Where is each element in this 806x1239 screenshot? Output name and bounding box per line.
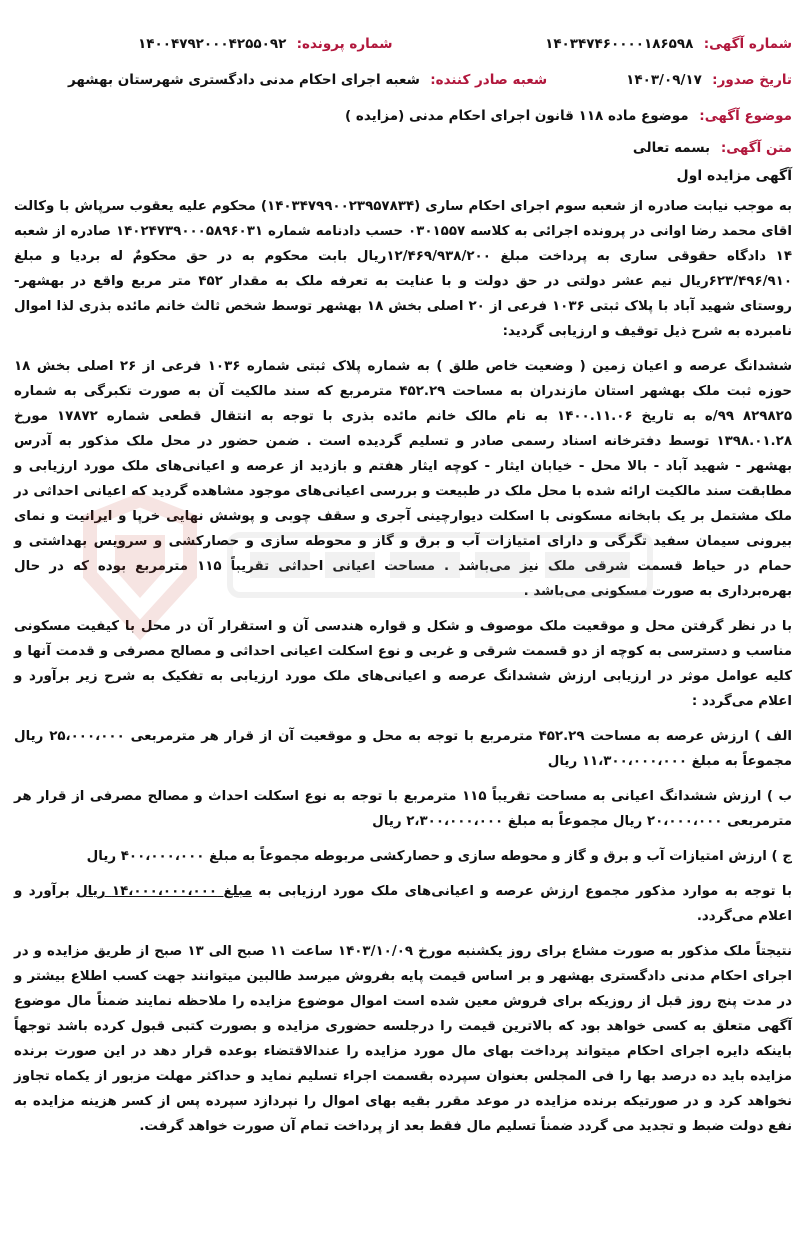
ad-number-label: شماره آگهی: bbox=[703, 36, 792, 52]
text-label: متن آگهی: bbox=[720, 140, 792, 156]
text-head-value: بسمه تعالی bbox=[632, 140, 711, 156]
paragraph-building-value: ب ) ارزش ششدانگ اعیانی به مساحت تقریباً ۱۱۵ مترمربع با توجه به نوع اسکلت احداث و مصالح مصرفی از قرار هر مترمربعی ۲۰،۰۰۰،۰۰۰ ریال مجموعاً به مبلغ ۲،۳۰۰،۰۰۰،۰۰۰ ریال bbox=[14, 789, 792, 829]
paragraph-total-value bbox=[14, 879, 792, 929]
paragraph-mandate: به موجب نیابت صادره از شعبه سوم اجرای احکام ساری (۱۴۰۳۴۷۹۹۰۰۲۳۹۵۷۸۳۴) محکوم علیه یعقوب سرپاش با وکالت اقای محمد رضا اوانی در پرونده اجرائی به کلاسه ۰۳۰۱۵۵۷ حسب دادنامه شماره ۱۴۰۲۴۷۳۹۰۰۰۵۸۹۶۰۳۱ صادره از شعبه ۱۴ دادگاه حقوقی ساری به پرداخت مبلغ ۱۲/۴۶۹/۹۳۸/۲۰۰ریال بابت محکوم به در حق محکومٌ له بردیا و مبلغ ۶۲۳/۴۹۶/۹۱۰ریال نیم عشر دولتی در حق دولت و با عنایت به تعرفه ملک به مقدار ۴۵۲ متر مربع واقع در بهشهر- روستای شهید آباد با پلاک ثبتی ۱۰۳۶ فرعی از ۲۰ اصلی بخش ۱۸ بهشهر توسط شخص ثالث خانم مائده بذری لذا اموال نامبرده به شرح ذیل توقیف و ارزیابی گردید: bbox=[14, 199, 792, 339]
total-value-amount: مبلغ ۱۴،۰۰۰،۰۰۰،۰۰۰ ریال bbox=[76, 884, 252, 899]
paragraph-property-description: ششدانگ عرصه و اعیان زمین ( وضعیت خاص طلق ) به شماره پلاک ثبتی شماره ۱۰۳۶ فرعی از ۲۶ اصلی بخش ۱۸ حوزه ثبت ملک بهشهر استان مازندران به مساحت ۴۵۲.۲۹ مترمربع که سند مالکیت آن به صورت تکبرگی به شماره ۸۲۹۸۲۵ ۹۹/ه به تاریخ ۱۴۰۰.۱۱.۰۶ به نام مالک خانم مائده بذری با توجه به انتقال قطعی شماره ۱۷۸۷۲ مورخ ۱۳۹۸.۰۱.۲۸ توسط دفترخانه اسناد رسمی صادر و تسلیم گردیده است . ضمن حضور در محل ملک مذکور به آدرس بهشهر - شهید آباد - بالا محل - خیابان ایثار - کوچه ایثار هفتم و بازدید از عرصه و اعیانی‌های ملک مورد ارزیابی و مطابقت سند مالکیت ارائه شده با محل ملک در طبیعت و بررسی اعیانی‌های موجود مشاهده گردید که اعیانی احداثی در ملک مشتمل بر یک بابخانه مسکونی با اسکلت دیوارچینی آجری و سقف چوبی و پوشش نهایی خرپا و ایرانیت و نمای بیرونی سیمان سفید تگرگی و دارای امتیازات آب و برق و گاز و محوطه سازی و حصارکشی و سرویس بهداشتی و حمام در حیاط قسمت شرقی ملک نیز می‌باشد . مساحت اعیانی احداثی تقریباً ۱۱۵ مترمربع بوده که در حال بهره‌برداری به صورت مسکونی می‌باشد . bbox=[14, 359, 793, 599]
subject-label: موضوع آگهی: bbox=[699, 108, 792, 124]
paragraph-evaluation-basis: با در نظر گرفتن محل و موقعیت ملک موصوف و شکل و قواره هندسی آن و استقرار آن در محل با کیفیت مسکونی مناسب و دسترسی به کوچه از دو قسمت شرقی و غربی و نوع اسکلت اعیانی احداثی و مصالح مصرفی و قدمت آنها و کلیه عوامل موثر در ارزیابی ارزش ششدانگ عرصه و اعیانی‌های ملک مورد ارزیابی به تفکیک به شرح زیر برآورد و اعلام می‌گردد : bbox=[14, 619, 792, 709]
total-value-before: با توجه به موارد مذکور مجموع ارزش عرصه و اعیانی‌های ملک مورد ارزیابی به bbox=[251, 884, 792, 899]
ad-number-value: ۱۴۰۳۴۷۴۶۰۰۰۰۱۸۶۵۹۸ bbox=[545, 36, 694, 52]
file-number-value: ۱۴۰۰۴۷۹۲۰۰۰۴۲۵۵۰۹۲ bbox=[138, 36, 287, 52]
issuer-value: شعبه اجرای احکام مدنی دادگستری شهرستان بهشهر bbox=[68, 72, 420, 88]
issuer bbox=[68, 72, 547, 88]
meta-row-issuer bbox=[14, 66, 792, 94]
issue-date-value: ۱۴۰۳/۰۹/۱۷ bbox=[626, 72, 702, 88]
notice-text-head bbox=[14, 140, 792, 156]
notice-subject bbox=[14, 106, 792, 126]
issuer-label: شعبه صادر کننده: bbox=[430, 72, 548, 88]
issue-date-label: تاریخ صدور: bbox=[712, 72, 792, 88]
subject-value: موضوع ماده ۱۱۸ قانون اجرای احکام مدنی (مزایده ) bbox=[345, 108, 689, 124]
paragraph-land-value: الف ) ارزش عرصه به مساحت ۴۵۲.۲۹ مترمربع با توجه به محل و موقعیت آن از قرار هر مترمربعی ۲۵،۰۰۰،۰۰۰ ریال مجموعاً به مبلغ ۱۱،۳۰۰،۰۰۰،۰۰۰ ریال bbox=[14, 729, 792, 769]
paragraph-auction-terms: نتیجتاً ملک مذکور به صورت مشاع برای روز یکشنبه مورخ ۱۴۰۳/۱۰/۰۹ ساعت ۱۱ صبح الی ۱۳ صبح از طریق مزایده و در اجرای احکام مدنی دادگستری بهشهر و بر اساس قیمت پایه بفروش میرسد طالبین میتوانند جهت کسب اطلاع بیشتر و در مدت پنج روز قبل از روزیکه برای فروش معین شده است اموال موضوع مزایده را ملاحظه نمایند ضمناً مال موضوع آگهی متعلق به کسی خواهد بود که بالاترین قیمت را درجلسه حضوری مزایده و بصورت کتبی قبول کرده باشد توجهاً باینکه دایره اجرای احکام میتواند پرداخت بهای مال مورد مزایده را عندالاقتضاء بوعده قرار دهد در این صورت برنده مزایده باید ده درصد بها را فی المجلس بعنوان سپرده بقسمت اجراء تسلیم نماید و حداکثر مهلت مزبور از یکماه تجاوز نخواهد کرد و در صورتیکه برنده مزایده در موعد مقرر بقیه بهای اموال را نپردازد سپرده پس از کسر هزینه مزایده به نفع دولت ضبط و تجدید می گردد ضمناً تسلیم مال فقط بعد از پرداخت تمام آن صورت خواهد گرفت. bbox=[14, 944, 792, 1134]
file-number bbox=[138, 36, 393, 52]
notice-title: آگهی مزایده اول bbox=[676, 168, 792, 184]
meta-row-numbers bbox=[14, 30, 792, 58]
file-number-label: شماره پرونده: bbox=[296, 36, 393, 52]
paragraph-utilities-value: ج ) ارزش امتیازات آب و برق و گاز و محوطه سازی و حصارکشی مربوطه مجموعاً به مبلغ ۴۰۰،۰۰۰،۰۰۰ ریال bbox=[86, 849, 792, 864]
ad-number bbox=[545, 36, 792, 52]
total-value-after: برآورد و اعلام می‌گردد. bbox=[14, 884, 792, 924]
issue-date bbox=[626, 72, 792, 88]
